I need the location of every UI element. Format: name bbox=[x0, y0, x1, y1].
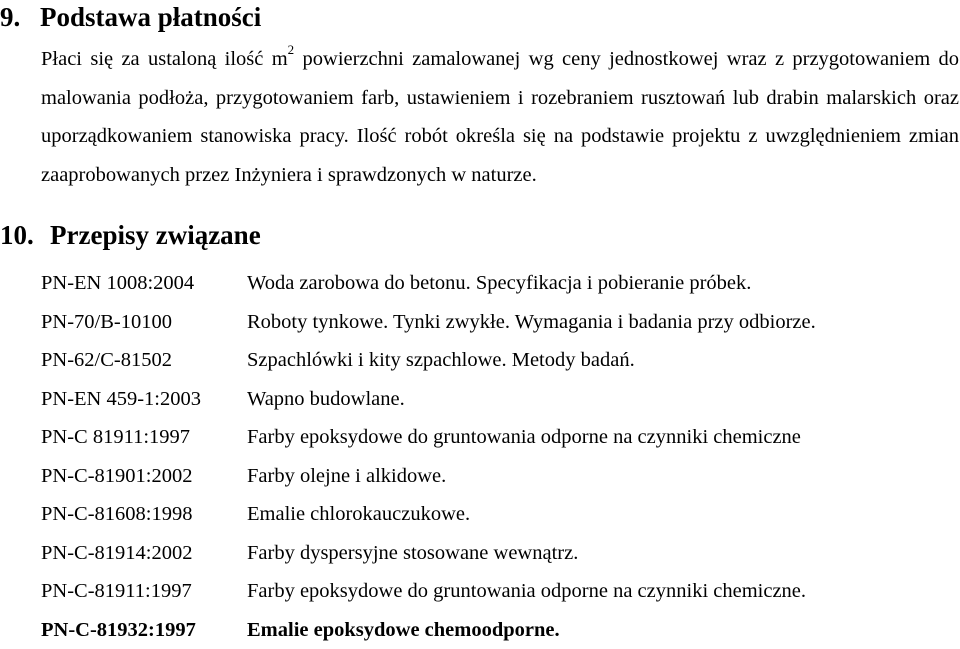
standard-row bbox=[41, 611, 951, 649]
standard-row bbox=[41, 380, 951, 419]
standard-code: PN-C-81911:1997 bbox=[41, 572, 192, 611]
standard-row bbox=[41, 303, 951, 342]
superscript-exponent: 2 bbox=[288, 42, 295, 57]
standard-title: Farby dyspersyjne stosowane wewnątrz. bbox=[247, 534, 578, 573]
standard-title: Emalie chlorokauczukowe. bbox=[247, 495, 470, 534]
section-10-heading bbox=[0, 220, 261, 250]
section-10-number: 10. bbox=[0, 220, 50, 250]
standard-code: PN-C-81901:2002 bbox=[41, 457, 192, 496]
standard-title: Woda zarobowa do betonu. Specyfikacja i pobieranie próbek. bbox=[247, 264, 751, 303]
standard-code: PN-62/C-81502 bbox=[41, 341, 172, 380]
standard-code: PN-70/B-10100 bbox=[41, 303, 172, 342]
standard-code: PN-C-81608:1998 bbox=[41, 495, 192, 534]
standard-code: PN-EN 459-1:2003 bbox=[41, 380, 201, 419]
standard-row bbox=[41, 418, 951, 457]
section-9-heading bbox=[0, 2, 261, 32]
standard-title: Farby epoksydowe do gruntowania odporne na czynniki chemiczne bbox=[247, 418, 801, 457]
standard-title: Farby olejne i alkidowe. bbox=[247, 457, 446, 496]
standard-code: PN-C-81914:2002 bbox=[41, 534, 192, 573]
standard-row bbox=[41, 534, 951, 573]
standard-row bbox=[41, 264, 951, 303]
section-10-title: Przepisy związane bbox=[50, 220, 261, 250]
standard-title: Farby epoksydowe do gruntowania odporne na czynniki chemiczne. bbox=[247, 572, 806, 611]
standard-row bbox=[41, 495, 951, 534]
standards-list bbox=[41, 264, 951, 649]
standard-title: Wapno budowlane. bbox=[247, 380, 405, 419]
standard-title: Roboty tynkowe. Tynki zwykłe. Wymagania i badania przy odbiorze. bbox=[247, 303, 816, 342]
section-9-title: Podstawa płatności bbox=[40, 2, 261, 32]
paragraph-text-rest: powierzchni zamalowanej wg ceny jednostkowej wraz z przygotowaniem do malowania podłoża, przygotowaniem farb, ustawieniem i rozebraniem rusztowań lub drabin malarskich oraz uporządkowaniem stanowiska pracy. Ilość robót określa się na podstawie projektu z uwzględnieniem zmian zaaprobowanych przez Inżyniera i sprawdzonych w naturze. bbox=[41, 48, 959, 186]
paragraph-text-start: Płaci się za ustaloną ilość m bbox=[41, 48, 288, 70]
standard-row bbox=[41, 457, 951, 496]
standard-code: PN-EN 1008:2004 bbox=[41, 264, 194, 303]
standard-code: PN-C-81932:1997 bbox=[41, 611, 196, 649]
payment-basis-paragraph bbox=[41, 40, 959, 194]
standard-row bbox=[41, 341, 951, 380]
section-9-number: 9. bbox=[0, 2, 40, 32]
standard-code: PN-C 81911:1997 bbox=[41, 418, 190, 457]
standard-title: Emalie epoksydowe chemoodporne. bbox=[247, 611, 560, 649]
standard-title: Szpachlówki i kity szpachlowe. Metody badań. bbox=[247, 341, 635, 380]
standard-row bbox=[41, 572, 951, 611]
